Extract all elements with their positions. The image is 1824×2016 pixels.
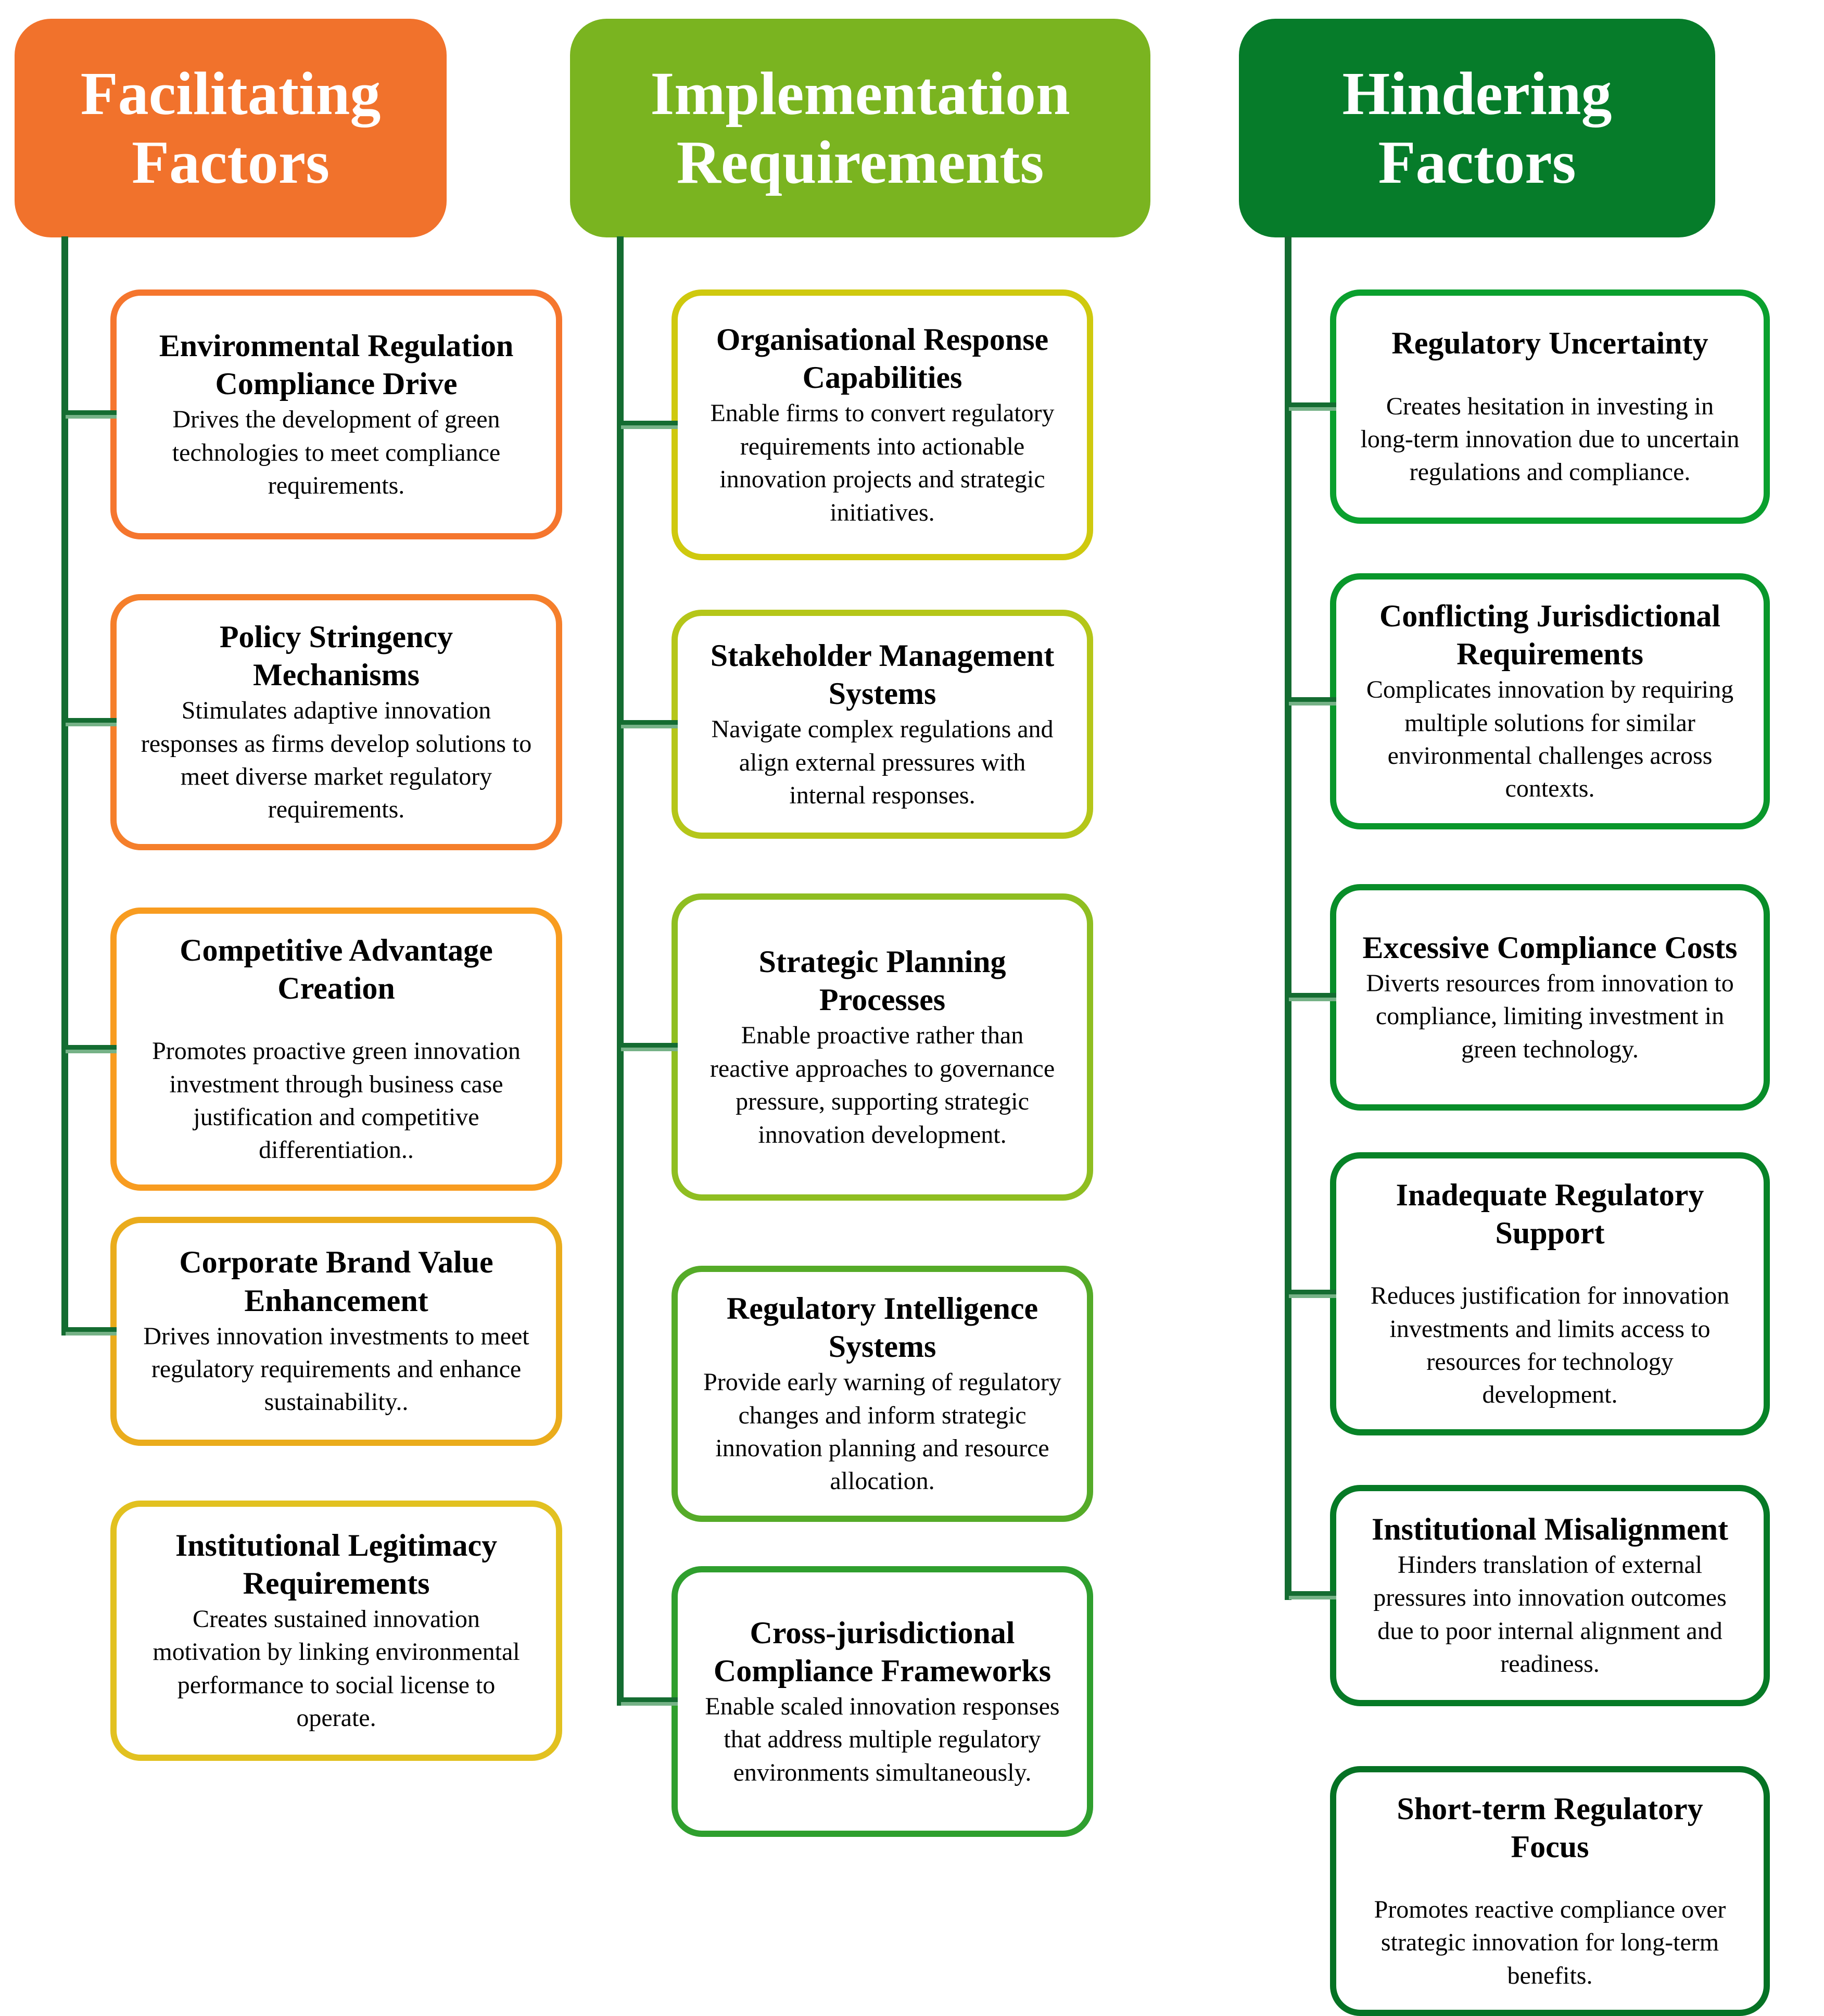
factor-card bbox=[672, 1566, 1093, 1837]
connector-stub bbox=[66, 718, 117, 726]
factor-card bbox=[110, 1501, 562, 1761]
connector-stub bbox=[621, 1043, 678, 1051]
card-body: Complicates innovation by requiring multiple solutions for similar environmental challenges across contexts. bbox=[1366, 676, 1734, 803]
card-title: Organisational Response Capabilities bbox=[716, 322, 1049, 395]
connector-stub bbox=[1289, 402, 1336, 411]
card-title: Short-term Regulatory Focus bbox=[1397, 1791, 1703, 1864]
card-title: Policy Stringency Mechanisms bbox=[219, 620, 453, 692]
card-body: Reduces justification for innovation investments and limits access to resources for technology development. bbox=[1370, 1282, 1730, 1409]
card-body: Enable proactive rather than reactive approaches to governance pressure, supporting strategic innovation development. bbox=[710, 1022, 1055, 1149]
factor-card bbox=[110, 1217, 562, 1446]
card-title: Institutional Misalignment bbox=[1371, 1511, 1729, 1546]
card-body: Creates hesitation in investing in long-term innovation due to uncertain regulations and compliance. bbox=[1360, 392, 1740, 486]
connector-stub bbox=[1289, 993, 1336, 1001]
connector-stub bbox=[1289, 1290, 1336, 1298]
column-header-facilitating: Facilitating Factors bbox=[15, 19, 447, 237]
card-title: Cross-jurisdictional Compliance Frameworks bbox=[713, 1615, 1052, 1688]
card-body: Diverts resources from innovation to compliance, limiting investment in green technology. bbox=[1366, 969, 1734, 1063]
column-header-implementation: Implementation Requirements bbox=[570, 19, 1150, 237]
connector-stub bbox=[621, 720, 678, 728]
factor-card bbox=[672, 1266, 1093, 1522]
card-body: Provide early warning of regulatory changes and inform strategic innovation planning and resource allocation. bbox=[703, 1368, 1061, 1495]
card-body: Creates sustained innovation motivation by linking environmental performance to social license to operate. bbox=[153, 1605, 520, 1732]
column-header-hindering: Hindering Factors bbox=[1239, 19, 1715, 237]
card-title: Institutional Legitimacy Requirements bbox=[175, 1528, 498, 1601]
card-title: Excessive Compliance Costs bbox=[1362, 930, 1738, 965]
factor-card bbox=[110, 908, 562, 1191]
card-title: Conflicting Jurisdictional Requirements bbox=[1379, 599, 1721, 672]
connector-stub bbox=[1289, 1591, 1336, 1599]
card-title: Regulatory Intelligence Systems bbox=[726, 1291, 1038, 1364]
card-title: Regulatory Uncertainty bbox=[1391, 326, 1708, 361]
factor-card bbox=[1330, 1766, 1770, 2016]
card-body: Enable firms to convert regulatory requirements into actionable innovation projects and strategic initiatives. bbox=[710, 399, 1055, 526]
factor-card bbox=[110, 289, 562, 539]
card-title: Stakeholder Management Systems bbox=[710, 638, 1055, 711]
connector-trunk bbox=[1285, 236, 1291, 1600]
card-body: Enable scaled innovation responses that address multiple regulatory environments simultaneously. bbox=[705, 1692, 1060, 1786]
factor-card bbox=[1330, 884, 1770, 1111]
column-implementation-requirements bbox=[570, 0, 1153, 1897]
card-body: Drives the development of green technologies to meet compliance requirements. bbox=[172, 406, 501, 499]
connector-stub bbox=[1289, 697, 1336, 705]
factor-card bbox=[1330, 1152, 1770, 1435]
card-title: Environmental Regulation Compliance Drive bbox=[159, 328, 514, 401]
card-title: Corporate Brand Value Enhancement bbox=[179, 1245, 493, 1318]
card-body: Navigate complex regulations and align external pressures with internal responses. bbox=[711, 715, 1054, 809]
factor-card bbox=[672, 289, 1093, 560]
factor-card bbox=[672, 610, 1093, 839]
connector-stub bbox=[66, 1327, 117, 1335]
card-title: Strategic Planning Processes bbox=[758, 944, 1006, 1017]
factor-card bbox=[672, 893, 1093, 1201]
card-body: Stimulates adaptive innovation responses as firms develop solutions to meet diverse market regulatory requirements. bbox=[141, 697, 532, 824]
card-body: Promotes proactive green innovation investment through business case justification and competitive differentiation.. bbox=[152, 1037, 521, 1164]
factor-card bbox=[1330, 573, 1770, 829]
card-body: Hinders translation of external pressures into innovation outcomes due to poor internal alignment and readiness. bbox=[1373, 1551, 1727, 1678]
factor-card bbox=[1330, 1485, 1770, 1706]
column-facilitating-factors bbox=[15, 0, 567, 1897]
card-body: Promotes reactive compliance over strategic innovation for long-term benefits. bbox=[1374, 1896, 1726, 1989]
connector-stub bbox=[66, 1045, 117, 1053]
card-title: Inadequate Regulatory Support bbox=[1396, 1177, 1704, 1250]
connector-stub bbox=[621, 421, 678, 429]
card-body: Drives innovation investments to meet regulatory requirements and enhance sustainability.. bbox=[143, 1322, 529, 1416]
connector-stub bbox=[621, 1697, 678, 1706]
card-title: Competitive Advantage Creation bbox=[180, 933, 493, 1005]
connector-trunk bbox=[61, 236, 68, 1335]
factor-card bbox=[1330, 289, 1770, 524]
connector-stub bbox=[66, 410, 117, 419]
factor-card bbox=[110, 594, 562, 850]
connector-trunk bbox=[617, 236, 624, 1706]
column-hindering-factors bbox=[1239, 0, 1793, 1989]
